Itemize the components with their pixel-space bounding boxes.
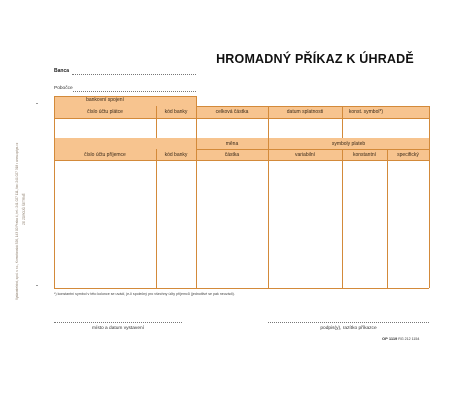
- input-ucet-platce[interactable]: [55, 119, 156, 138]
- h1-col-kod: kód banky: [164, 109, 188, 115]
- h2-col-prijemce: číslo účtu příjemce: [84, 152, 126, 158]
- bank-group-header: bankovní spojení: [86, 97, 124, 103]
- input-konst-symbol[interactable]: [343, 119, 429, 138]
- h2-col-kod: kód banky: [164, 152, 188, 158]
- input-variabilni[interactable]: [269, 161, 342, 288]
- h1-col-splatnost: datum splatnosti: [286, 109, 324, 115]
- h2-symboly: symboly plateb: [331, 141, 366, 147]
- place-date-field[interactable]: [54, 322, 182, 323]
- banka-label: Banca: [54, 68, 70, 74]
- form-code-main: OP 1119: [382, 336, 398, 341]
- input-kod-banky-platce[interactable]: [157, 119, 196, 138]
- side-eco-text: ZE ZDROJŮ ŠETRNĚ: [22, 193, 26, 225]
- input-ucty-prijemcu[interactable]: [55, 161, 156, 288]
- input-specificky[interactable]: [388, 161, 429, 288]
- pobocka-label: Pobočce: [54, 86, 73, 91]
- h2-col-castka: částka: [224, 152, 240, 158]
- side-publisher-text: Vydavatelství, spol. s r.o., Komořanská 326, 143 00 Praha 4, tel.: 241 027 111, fax: 241 027 318 • www.optys.cz: [15, 142, 19, 300]
- banka-field[interactable]: [72, 74, 196, 75]
- input-kody-bank[interactable]: [157, 161, 196, 288]
- h2-col-variabilni: variabilní: [294, 152, 315, 158]
- signature-label: podpis(y), razítko příkazce: [320, 326, 377, 331]
- punch-mark-bottom: [36, 285, 38, 286]
- h2-col-specificky: specifický: [397, 152, 419, 158]
- punch-mark-top: [36, 103, 38, 104]
- signature-field[interactable]: [268, 322, 429, 323]
- footnote: *) konstantní symbol v této kolonce se uvádí, je-li společný pro všechny účty příjemců (jednotlivé se pak neuvádí).: [54, 292, 235, 296]
- pobocka-field[interactable]: [73, 91, 196, 92]
- h2-mena: měna: [225, 141, 239, 147]
- form-code-sub: RG 212 1154: [398, 337, 420, 341]
- h2-col-konstantni: konstantní: [352, 152, 377, 158]
- input-konstantni[interactable]: [343, 161, 387, 288]
- h1-col-castka: celková částka: [215, 109, 249, 115]
- h1-col-ks: konst. symbol*): [348, 109, 384, 115]
- input-celkova-castka[interactable]: [197, 119, 268, 138]
- form-code: [382, 336, 419, 341]
- h1-col-platce: číslo účtu plátce: [87, 109, 123, 115]
- input-castky[interactable]: [197, 161, 268, 288]
- place-date-label: místo a datum vystavení: [92, 326, 144, 331]
- form-title: HROMADNÝ PŘÍKAZ K ÚHRADĚ: [216, 52, 414, 66]
- input-datum-splatnosti[interactable]: [269, 119, 342, 138]
